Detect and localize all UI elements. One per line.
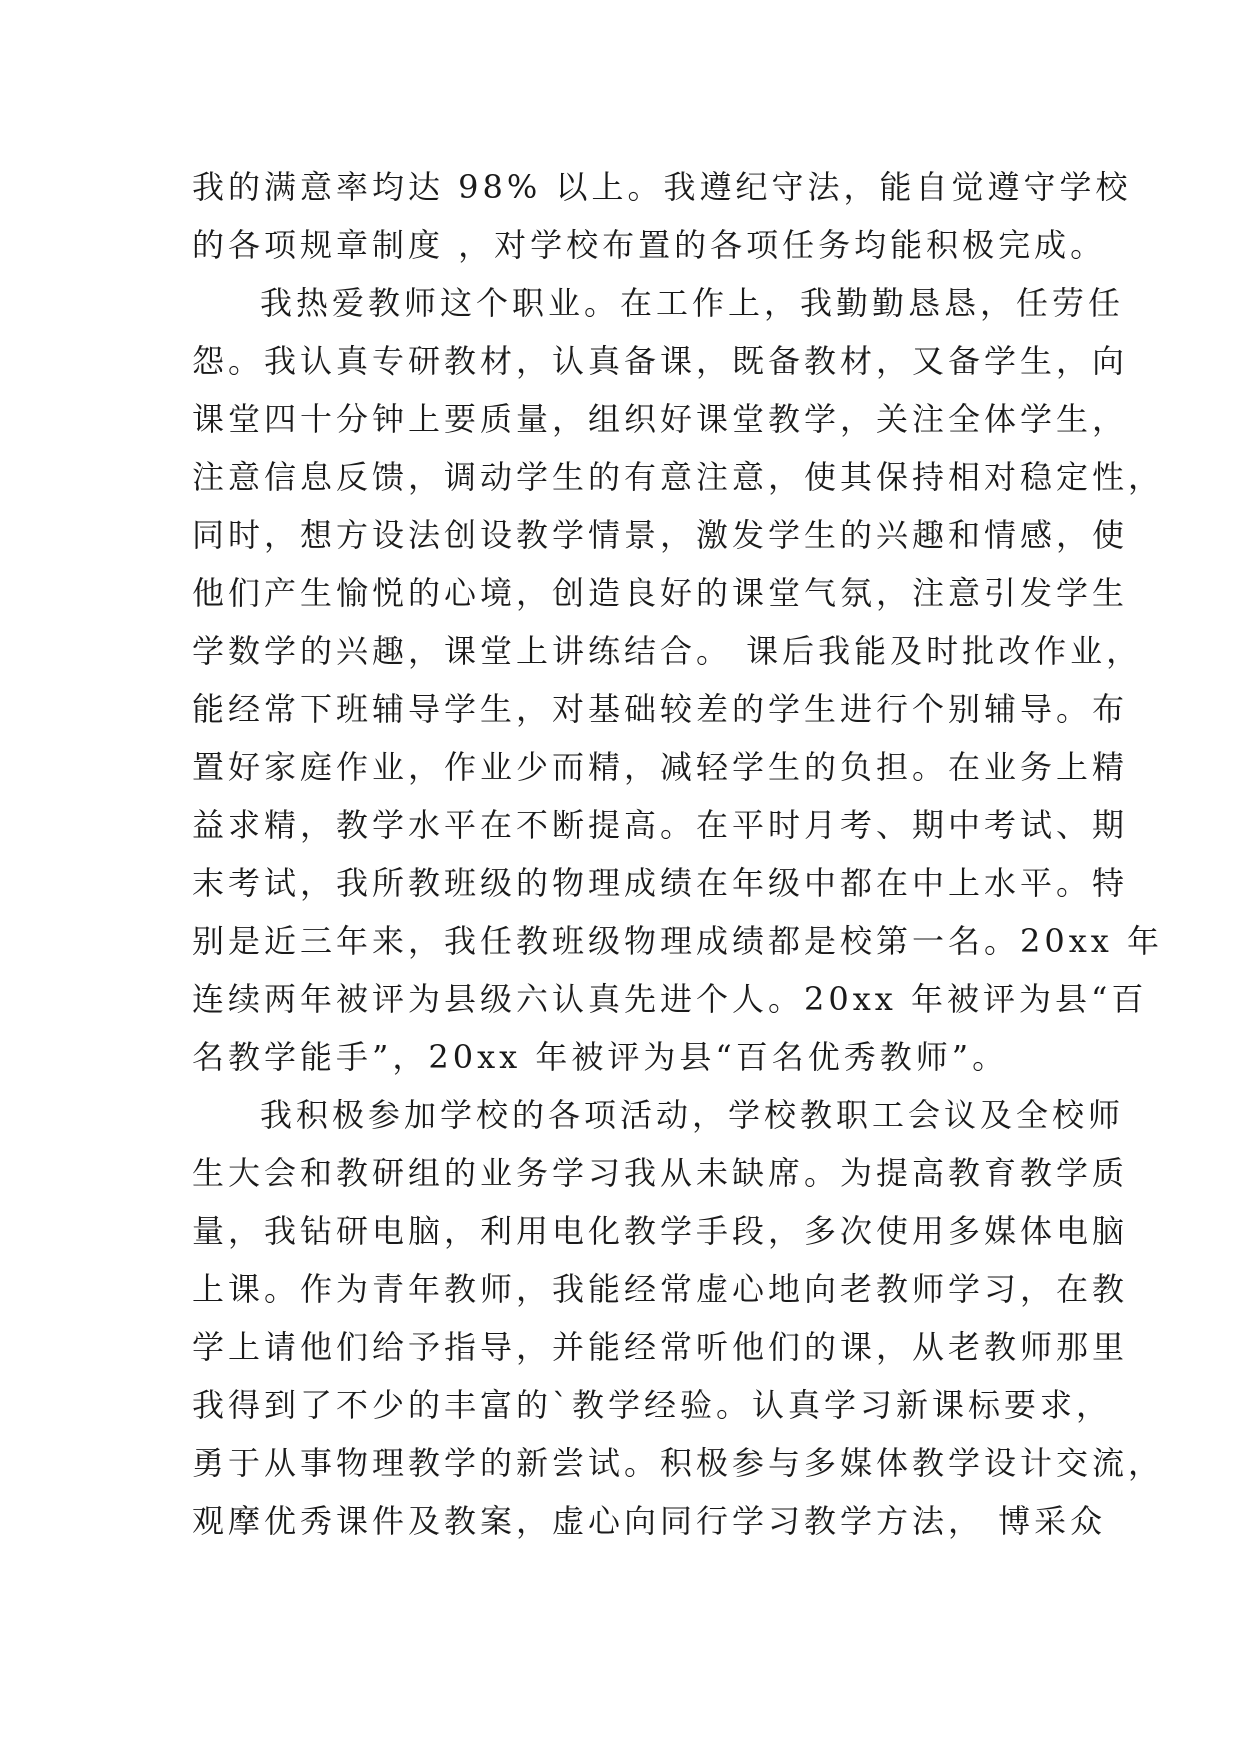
paragraph-3-line-4: 上课。作为青年教师，我能经常虚心地向老教师学习，在教 (192, 1270, 1129, 1308)
paragraph-3-line-7: 勇于从事物理教学的新尝试。积极参与多媒体教学设计交流， (192, 1444, 1165, 1482)
paragraph-3-line-1: 我积极参加学校的各项活动，学校教职工会议及全校师 (260, 1096, 1125, 1134)
paragraph-3-line-3: 量，我钻研电脑，利用电化教学手段，多次使用多媒体电脑 (192, 1212, 1129, 1250)
paragraph-2-line-12: 别是近三年来，我任教班级物理成绩都是校第一名。20xx 年 (192, 922, 1163, 960)
paragraph-3-line-5: 学上请他们给予指导，并能经常听他们的课，从老教师那里 (192, 1328, 1129, 1366)
paragraph-2-line-6: 他们产生愉悦的心境，创造良好的课堂气氛，注意引发学生 (192, 574, 1129, 612)
paragraph-2-line-13: 连续两年被评为县级六认真先进个人。20xx 年被评为县“百 (192, 980, 1148, 1018)
paragraph-2-line-11: 末考试，我所教班级的物理成绩在年级中都在中上水平。特 (192, 864, 1129, 902)
paragraph-2-line-8: 能经常下班辅导学生，对基础较差的学生进行个别辅导。布 (192, 690, 1129, 728)
paragraph-3-line-2: 生大会和教研组的业务学习我从未缺席。为提高教育教学质 (192, 1154, 1129, 1192)
paragraph-2-line-1: 我热爱教师这个职业。在工作上，我勤勤恳恳，任劳任 (260, 284, 1125, 322)
paragraph-2-line-3: 课堂四十分钟上要质量，组织好课堂教学，关注全体学生， (192, 400, 1129, 438)
paragraph-3-line-6: 我得到了不少的丰富的`教学经验。认真学习新课标要求， (192, 1386, 1113, 1424)
paragraph-2-line-9: 置好家庭作业，作业少而精，减轻学生的负担。在业务上精 (192, 748, 1129, 786)
paragraph-2-line-10: 益求精，教学水平在不断提高。在平时月考、期中考试、期 (192, 806, 1129, 844)
paragraph-1-line-2: 的各项规章制度 ，对学校布置的各项任务均能积极完成。 (192, 226, 1107, 264)
paragraph-1-line-1: 我的满意率均达 98% 以上。我遵纪守法，能自觉遵守学校 (192, 168, 1132, 206)
paragraph-3-line-8: 观摩优秀课件及教案，虚心向同行学习教学方法， 博采众 (192, 1502, 1107, 1540)
paragraph-2-line-7: 学数学的兴趣，课堂上讲练结合。 课后我能及时批改作业， (192, 632, 1143, 670)
paragraph-2-line-4: 注意信息反馈，调动学生的有意注意，使其保持相对稳定性， (192, 458, 1165, 496)
paragraph-2-line-5: 同时，想方设法创设教学情景，激发学生的兴趣和情感，使 (192, 516, 1129, 554)
paragraph-2-line-2: 怨。我认真专研教材，认真备课，既备教材，又备学生，向 (192, 342, 1129, 380)
body-text (192, 158, 1165, 1550)
paragraph-2-line-14: 名教学能手”，20xx 年被评为县“百名优秀教师”。 (192, 1038, 1009, 1076)
